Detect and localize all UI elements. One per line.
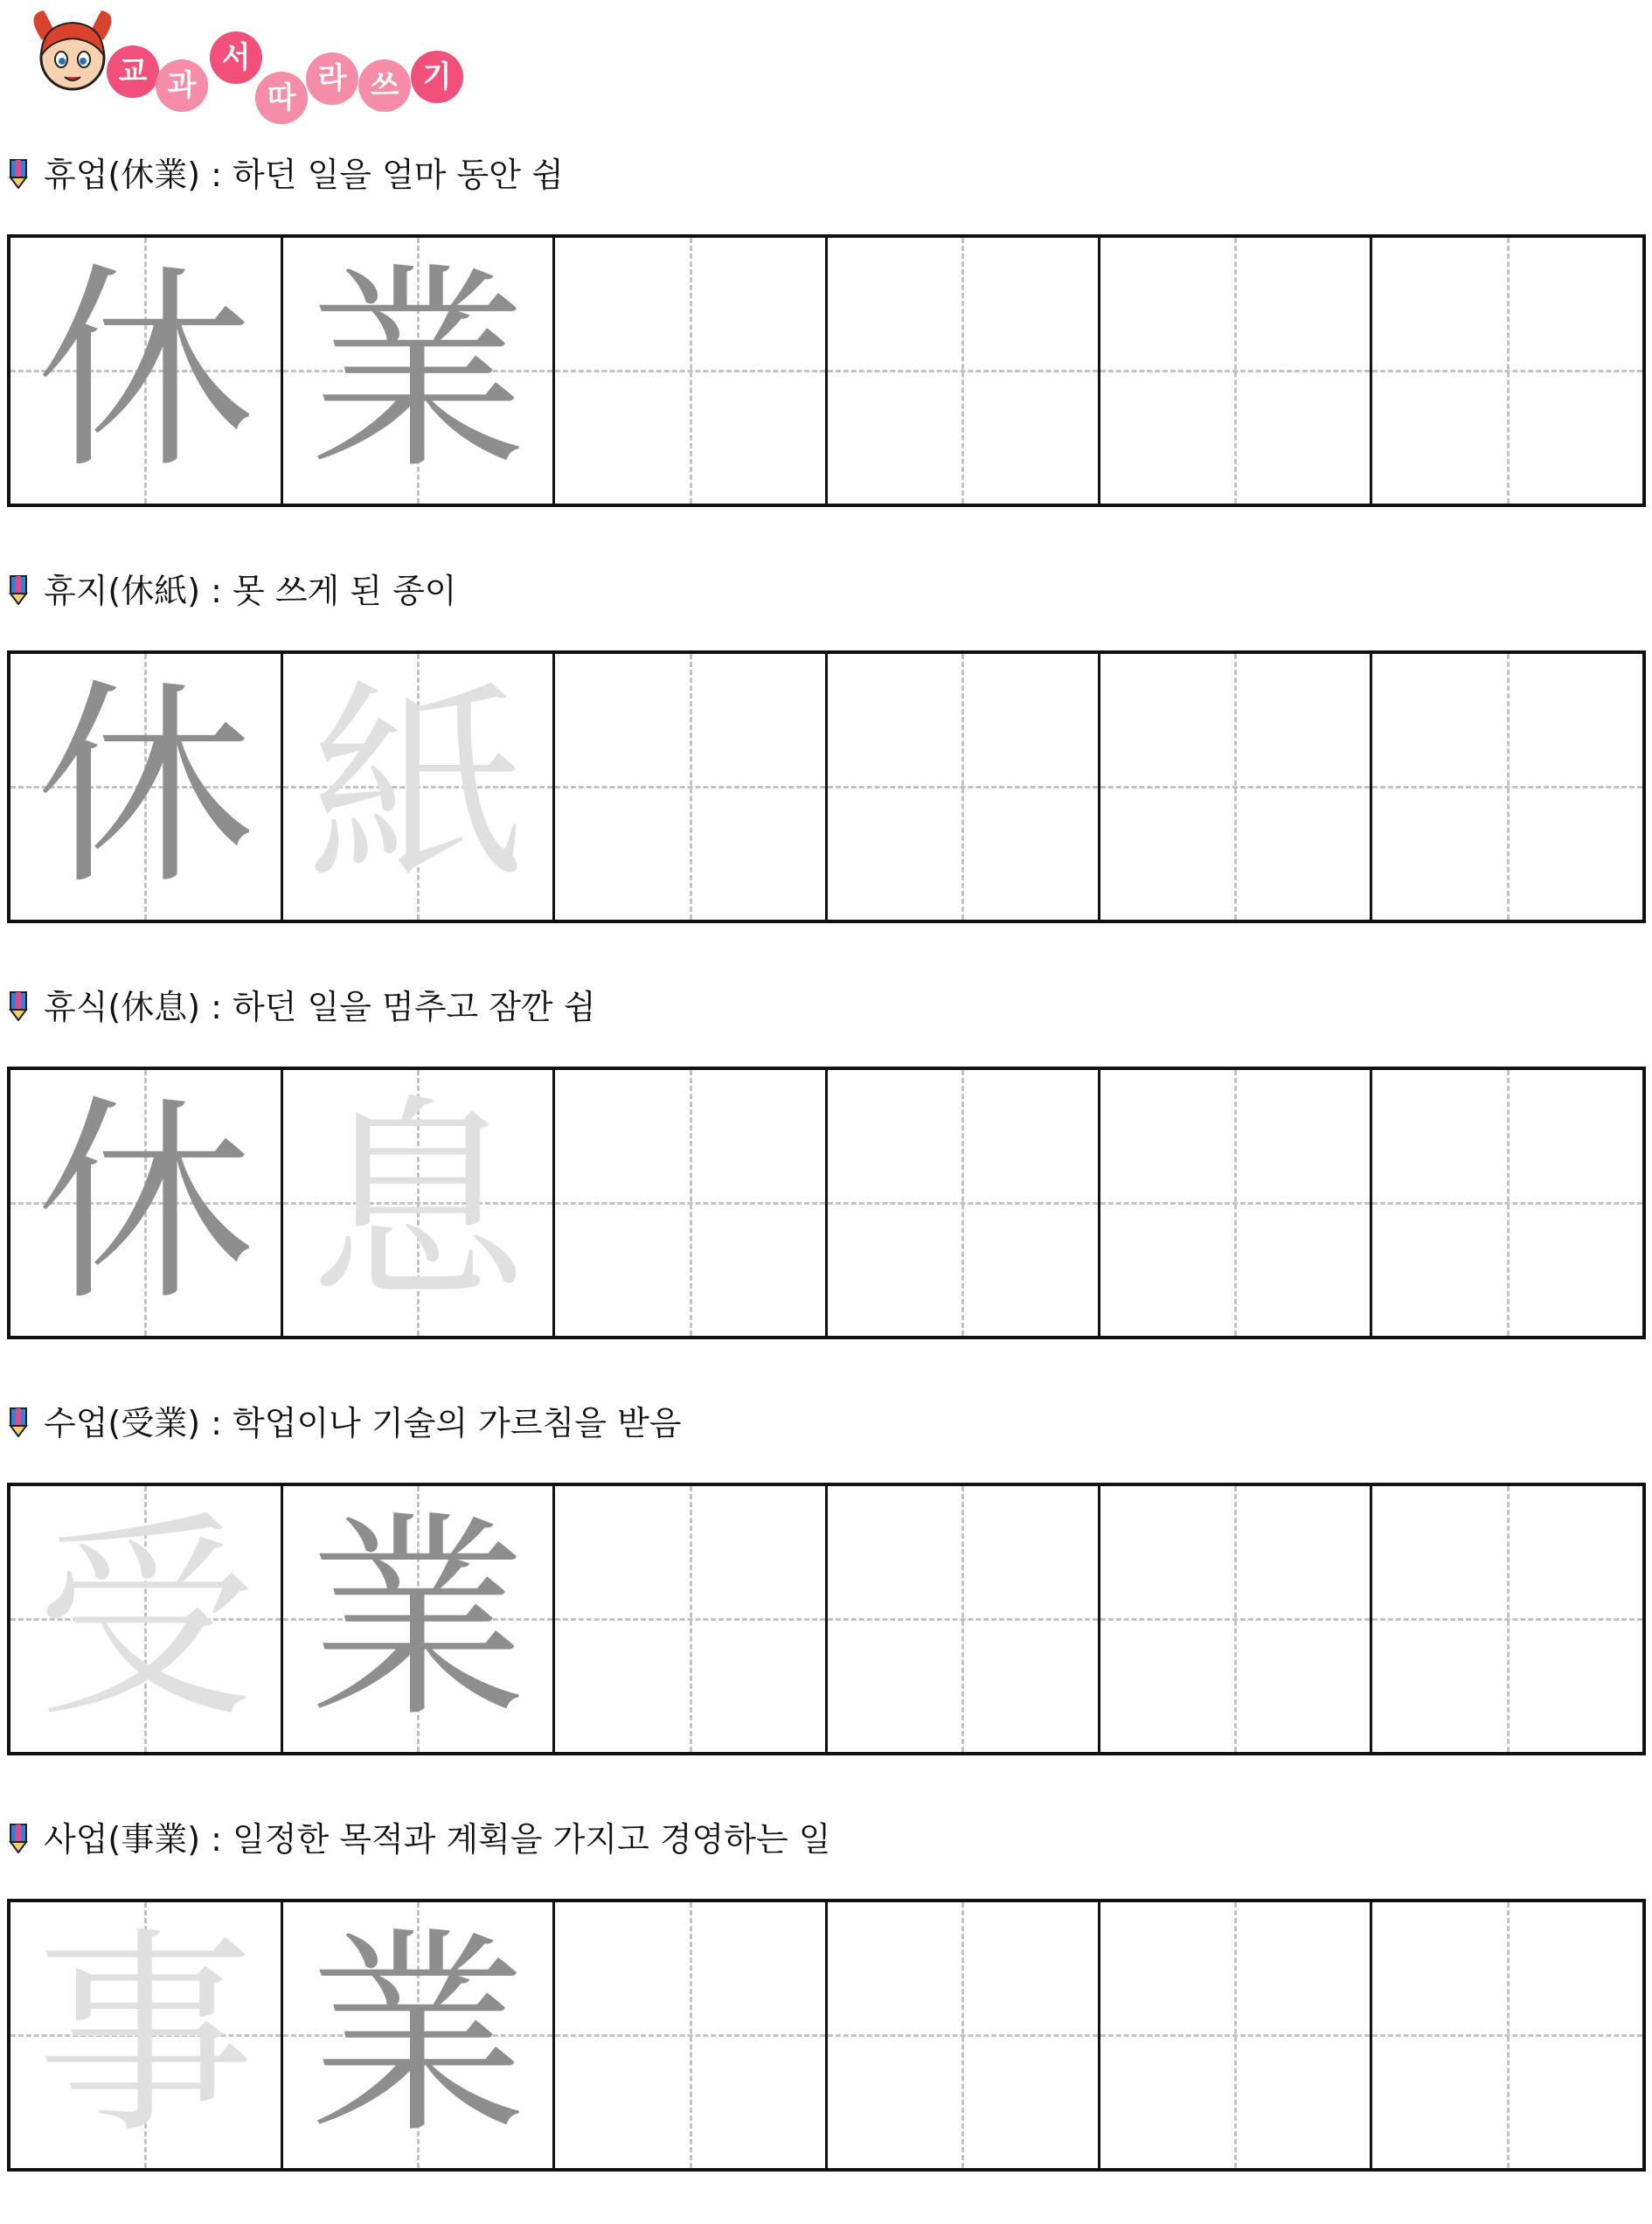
grid-cell[interactable] bbox=[1100, 654, 1373, 920]
grid-cell[interactable] bbox=[1372, 654, 1642, 920]
pencil-icon bbox=[9, 575, 28, 605]
grid-cell[interactable] bbox=[283, 1486, 556, 1752]
title-char-5: 라 bbox=[306, 52, 358, 105]
grid-cell[interactable] bbox=[828, 1070, 1100, 1336]
grid-cell[interactable] bbox=[1100, 1070, 1373, 1336]
writing-grid bbox=[7, 234, 1646, 507]
title-char-3: 서 bbox=[210, 31, 262, 84]
title-char-7: 기 bbox=[411, 51, 463, 103]
word-definition: 휴업(休業) : 하던 일을 얼마 동안 쉼 bbox=[44, 156, 564, 194]
grid-cell[interactable] bbox=[283, 1902, 556, 2168]
grid-cell[interactable] bbox=[10, 654, 283, 920]
grid-cell[interactable] bbox=[1372, 238, 1642, 504]
trace-character: 業 bbox=[309, 244, 527, 498]
word-label-row bbox=[0, 981, 1652, 1033]
grid-cell[interactable] bbox=[555, 1902, 828, 2168]
trace-character: 休 bbox=[36, 244, 255, 498]
title-char-6: 쓰 bbox=[358, 59, 411, 112]
pencil-icon bbox=[9, 159, 28, 189]
trace-character: 紙 bbox=[309, 660, 527, 914]
trace-character: 業 bbox=[309, 1492, 527, 1747]
trace-character: 受 bbox=[36, 1492, 255, 1747]
grid-cell[interactable] bbox=[10, 1070, 283, 1336]
grid-cell[interactable] bbox=[1372, 1486, 1642, 1752]
title-char-2: 과 bbox=[156, 59, 208, 112]
grid-cell[interactable] bbox=[555, 1070, 828, 1336]
grid-cell[interactable] bbox=[1100, 1486, 1373, 1752]
pencil-icon bbox=[9, 991, 28, 1021]
trace-character: 業 bbox=[309, 1908, 527, 2163]
word-label-row bbox=[0, 1397, 1652, 1449]
word-label-row bbox=[0, 565, 1652, 617]
grid-cell[interactable] bbox=[10, 1902, 283, 2168]
word-label-row bbox=[0, 1813, 1652, 1866]
trace-character: 休 bbox=[36, 1076, 255, 1331]
grid-cell[interactable] bbox=[1372, 1902, 1642, 2168]
grid-cell[interactable] bbox=[1372, 1070, 1642, 1336]
practice-section bbox=[0, 981, 1652, 1392]
grid-cell[interactable] bbox=[828, 238, 1100, 504]
writing-grid bbox=[7, 1899, 1646, 2172]
grid-cell[interactable] bbox=[1100, 238, 1373, 504]
grid-cell[interactable] bbox=[828, 1902, 1100, 2168]
practice-section bbox=[0, 149, 1652, 559]
grid-cell[interactable] bbox=[1100, 1902, 1373, 2168]
word-definition: 휴식(休息) : 하던 일을 멈추고 잠깐 쉼 bbox=[44, 988, 596, 1026]
grid-cell[interactable] bbox=[283, 654, 556, 920]
title-char-1: 교 bbox=[107, 45, 159, 98]
pencil-icon bbox=[9, 1407, 28, 1437]
writing-grid bbox=[7, 1067, 1646, 1339]
practice-section bbox=[0, 1813, 1652, 2224]
word-definition: 사업(事業) : 일정한 목적과 계획을 가지고 경영하는 일 bbox=[44, 1820, 831, 1859]
grid-cell[interactable] bbox=[555, 238, 828, 504]
grid-cell[interactable] bbox=[555, 654, 828, 920]
page-header bbox=[0, 0, 524, 131]
writing-grid bbox=[7, 650, 1646, 923]
grid-cell[interactable] bbox=[10, 238, 283, 504]
word-definition: 수업(受業) : 학업이나 기술의 가르침을 받음 bbox=[44, 1404, 682, 1442]
word-definition: 휴지(休紙) : 못 쓰게 된 종이 bbox=[44, 572, 457, 610]
trace-character: 事 bbox=[36, 1908, 255, 2163]
title-char-4: 따 bbox=[255, 72, 308, 124]
practice-section bbox=[0, 565, 1652, 976]
grid-cell[interactable] bbox=[10, 1486, 283, 1752]
trace-character: 休 bbox=[36, 660, 255, 914]
grid-cell[interactable] bbox=[283, 238, 556, 504]
practice-section bbox=[0, 1397, 1652, 1808]
word-label-row bbox=[0, 149, 1652, 201]
grid-cell[interactable] bbox=[828, 654, 1100, 920]
pencil-icon bbox=[9, 1824, 28, 1853]
trace-character: 息 bbox=[309, 1076, 527, 1331]
grid-cell[interactable] bbox=[283, 1070, 556, 1336]
writing-grid bbox=[7, 1483, 1646, 1755]
grid-cell[interactable] bbox=[555, 1486, 828, 1752]
girl-mascot-icon bbox=[24, 5, 121, 101]
grid-cell[interactable] bbox=[828, 1486, 1100, 1752]
